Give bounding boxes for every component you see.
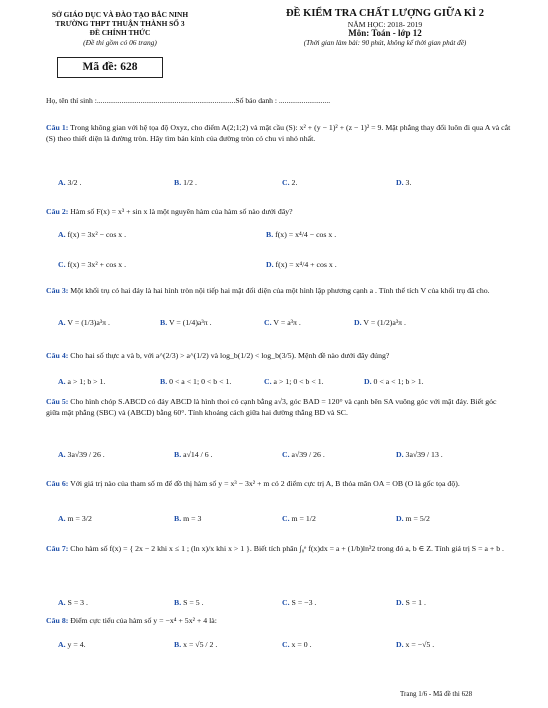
school-name: TRƯỜNG THPT THUẬN THÀNH SỐ 3 <box>55 19 185 29</box>
question-1 <box>46 122 512 144</box>
question-7: Câu 7: Cho hàm số f(x) = { 2x − 2 khi x ≤ 1 ; (ln x)/x khi x > 1 }. Biết tích phân ∫₀ᵉ f(x)dx = a + (1/b)ln²2 trong đó a, b ∈ Z. Tính giá trị S = a + b . <box>46 544 504 553</box>
time-note: (Thời gian làm bài: 90 phút, không kể thời gian phát đề) <box>303 38 467 47</box>
option-b: B. 1/2 . <box>174 178 197 187</box>
option-c: C. a√39 / 26 . <box>282 450 325 459</box>
question-4: Câu 4: Cho hai số thực a và b, với a^(2/3) > a^(1/2) và log_b(1/2) < log_b(3/5). Mệnh đề nào dưới đây đúng? <box>46 351 390 360</box>
question-5-options <box>46 450 512 464</box>
option-a: A. 3/2 . <box>58 178 82 187</box>
question-2-options-row2 <box>46 260 512 274</box>
option-d: D. 0 < a < 1; b > 1. <box>364 377 424 386</box>
option-a: A. 3a√39 / 26 . <box>58 450 105 459</box>
question-label: Câu 1: <box>46 123 69 132</box>
option-c: C. x = 0 . <box>282 640 312 649</box>
exam-header <box>226 8 544 48</box>
question-4-options <box>46 377 512 391</box>
student-info-line: Họ, tên thí sinh :.........................................................................Số báo danh : ........................... <box>46 96 331 105</box>
subject-label: Môn: Toán - lớp 12 <box>348 28 422 39</box>
school-header <box>20 10 220 47</box>
option-d: D. 3a√39 / 13 . <box>396 450 443 459</box>
official-label: ĐỀ CHÍNH THỨC <box>89 28 151 38</box>
option-c: C. a > 1; 0 < b < 1. <box>264 377 324 386</box>
option-a: A. S = 3 . <box>58 598 88 607</box>
exam-title: ĐỀ KIỂM TRA CHẤT LƯỢNG GIỮA KÌ 2 <box>285 8 485 19</box>
option-d: D. f(x) = x⁴/4 + cos x . <box>266 260 337 269</box>
question-3-options <box>46 318 512 332</box>
question-2: Câu 2: Hàm số F(x) = x³ + sin x là một nguyên hàm của hàm số nào dưới đây? <box>46 207 293 216</box>
question-1-options <box>46 178 512 192</box>
option-a: A. V = (1/3)a³π . <box>58 318 110 327</box>
option-b: B. m = 3 <box>174 514 202 523</box>
question-6-options <box>46 514 512 528</box>
option-c: C. m = 1/2 <box>282 514 316 523</box>
option-d: D. x = −√5 . <box>396 640 435 649</box>
option-c: C. S = −3 . <box>282 598 317 607</box>
option-d: D. 3. <box>396 178 412 187</box>
question-8: Câu 8: Điểm cực tiểu của hàm số y = −x⁴ + 5x² + 4 là: <box>46 616 217 625</box>
option-b: B. a√14 / 6 . <box>174 450 213 459</box>
option-a: A. a > 1; b > 1. <box>58 377 106 386</box>
page-count-note: (Đề thi gồm có 06 trang) <box>83 37 157 47</box>
question-7-options <box>46 598 512 612</box>
question-6: Câu 6: Với giá trị nào của tham số m để đồ thị hàm số y = x³ − 3x² + m có 2 điểm cực trị A, B thỏa mãn OA = OB (O là gốc tọa độ). <box>46 479 460 488</box>
option-a: A. y = 4. <box>58 640 86 649</box>
question-3: Câu 3: Một khối trụ có hai đáy là hai hình tròn nội tiếp hai mặt đối diện của một hình lập phương cạnh a . Tính thể tích V của khối trụ đã cho. <box>46 286 490 295</box>
option-b: B. V = (1/4)a³π . <box>160 318 212 327</box>
page-footer: Trang 1/6 - Mã đề thi 628 <box>400 690 473 698</box>
school-year: NĂM HỌC: 2018- 2019 <box>347 20 423 29</box>
option-c: C. 2. <box>282 178 298 187</box>
option-d: D. S = 1 . <box>396 598 426 607</box>
question-8-options <box>46 640 512 654</box>
option-a: A. m = 3/2 <box>58 514 92 523</box>
option-b: B. 0 < a < 1; 0 < b < 1. <box>160 377 232 386</box>
department-name: SỞ GIÁO DỤC VÀ ĐÀO TẠO BẮC NINH <box>51 10 189 19</box>
option-c: C. f(x) = 3x² + cos x . <box>58 260 127 269</box>
exam-code-box: Mã đề: 628 <box>57 57 163 78</box>
option-d: D. m = 5/2 <box>396 514 430 523</box>
option-a: A. f(x) = 3x² − cos x . <box>58 230 127 239</box>
question-text: Trong không gian với hệ tọa độ Oxyz, cho điểm A(2;1;2) và mặt cầu (S): x² + (y − 1)² + (z − 1)² = 9. Mặt phẳng thay đổi luôn đi qua A và cắt (S) theo thiết diện là đường tròn. Hãy tìm bán kính của đường tròn có chu vi nhỏ nhất. <box>46 123 511 144</box>
question-5: Câu 5: Cho hình chóp S.ABCD có đáy ABCD là hình thoi có cạnh bằng a√3, góc BAD = 120° và cạnh bên SA vuông góc với mặt đáy. Biết góc giữa mặt phẳng (SBC) và (ABCD) bằng 60°. Tính khoảng cách giữa hai đường thẳng BD và SC. <box>46 397 497 418</box>
option-b: B. x = √5 / 2 . <box>174 640 218 649</box>
option-c: C. V = a³π . <box>264 318 301 327</box>
option-b: B. S = 5 . <box>174 598 204 607</box>
option-d: D. V = (1/2)a³π . <box>354 318 406 327</box>
question-2-options-row1 <box>46 230 512 244</box>
option-b: B. f(x) = x⁴/4 − cos x . <box>266 230 337 239</box>
